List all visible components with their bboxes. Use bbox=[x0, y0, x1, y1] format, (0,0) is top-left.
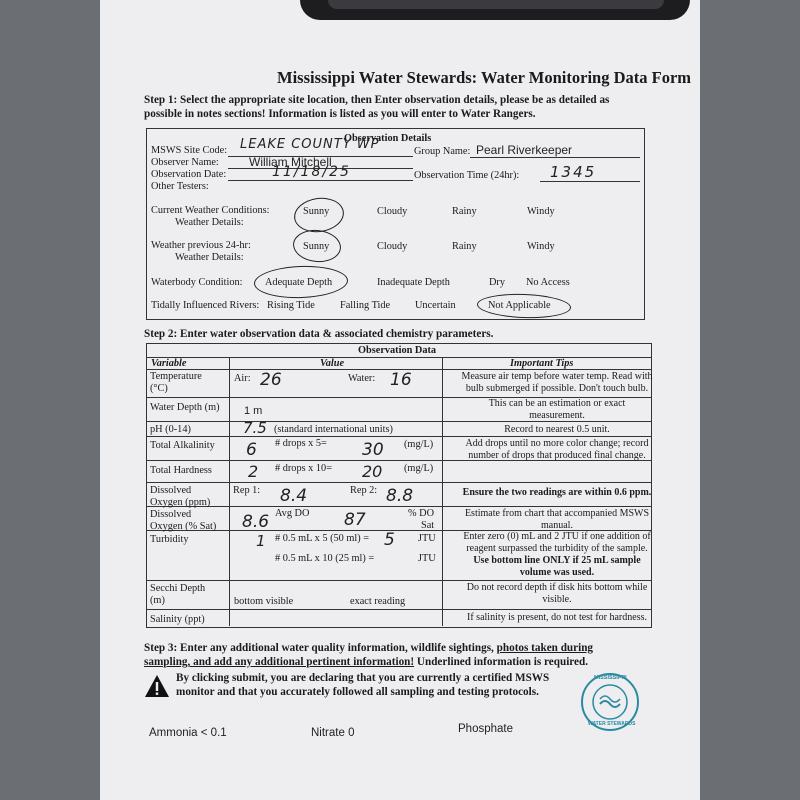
time-label: Observation Time (24hr): bbox=[414, 170, 520, 181]
turbidity-result1[interactable]: 5 bbox=[384, 530, 395, 550]
weather-option-sunny[interactable]: Sunny bbox=[303, 206, 330, 217]
ph-units: (standard international units) bbox=[274, 424, 393, 435]
col-value: Value bbox=[320, 358, 345, 369]
weather-details-label: Weather Details: bbox=[175, 217, 244, 228]
waterbody-label: Waterbody Condition: bbox=[151, 277, 243, 288]
alkalinity-label: Total Alkalinity bbox=[150, 440, 215, 451]
warning-line1: By clicking submit, you are declaring that you are currently a certified MSWS bbox=[176, 672, 550, 684]
step2-heading: Step 2: Enter water observation data & associated chemistry parameters. bbox=[144, 328, 494, 340]
tidal-option-rising[interactable]: Rising Tide bbox=[267, 300, 315, 311]
water-temp-value[interactable]: 16 bbox=[390, 370, 412, 390]
rep2-label: Rep 2: bbox=[350, 485, 378, 496]
hardness-label: Total Hardness bbox=[150, 465, 212, 476]
waterbody-option-inadequate[interactable]: Inadequate Depth bbox=[377, 277, 450, 288]
air-label: Air: bbox=[234, 373, 251, 384]
water-label: Water: bbox=[348, 373, 376, 384]
turbidity-units2: JTU bbox=[418, 553, 436, 564]
secchi-bottom-visible[interactable]: bottom visible bbox=[234, 596, 294, 607]
do-sat-label1: Dissolved bbox=[150, 509, 192, 520]
secchi-label2: (m) bbox=[150, 595, 165, 606]
waterbody-option-adequate[interactable]: Adequate Depth bbox=[265, 277, 333, 288]
tidal-option-falling[interactable]: Falling Tide bbox=[340, 300, 391, 311]
depth-value[interactable]: 1 m bbox=[244, 405, 263, 417]
tidal-option-uncertain[interactable]: Uncertain bbox=[415, 300, 456, 311]
weather-prev-details-label: Weather Details: bbox=[175, 252, 244, 263]
do-ppm-label2: Oxygen (ppm) bbox=[150, 497, 211, 508]
weather-option-rainy[interactable]: Rainy bbox=[452, 206, 477, 217]
observation-details-header: Observation Details bbox=[344, 133, 432, 144]
ph-label: pH (0-14) bbox=[150, 424, 191, 435]
do-sat-result[interactable]: 87 bbox=[344, 510, 366, 530]
time-value[interactable]: 1345 bbox=[550, 163, 597, 181]
date-label: Observation Date: bbox=[151, 169, 227, 180]
ph-tip: Record to nearest 0.5 unit. bbox=[504, 424, 610, 435]
warning-icon bbox=[144, 674, 170, 703]
step3-line2: sampling, and add any additional pertinent information! Underlined information is required. bbox=[144, 656, 589, 668]
ph-value[interactable]: 7.5 bbox=[243, 419, 267, 437]
temperature-label: Temperature bbox=[150, 371, 202, 382]
weather-prev-option-sunny[interactable]: Sunny bbox=[303, 241, 330, 252]
depth-tip: This can be an estimation or exact measurement. bbox=[488, 398, 626, 421]
group-name-value[interactable]: Pearl Riverkeeper bbox=[476, 143, 573, 157]
weather-option-cloudy[interactable]: Cloudy bbox=[377, 206, 408, 217]
observation-data-header: Observation Data bbox=[358, 345, 437, 356]
turbidity-formula2: # 0.5 mL x 10 (25 ml) = bbox=[275, 553, 375, 564]
warning-line2: monitor and that you accurately followed all sampling and testing protocols. bbox=[176, 686, 539, 698]
temperature-unit: (°C) bbox=[150, 383, 168, 394]
alkalinity-drops[interactable]: 6 bbox=[246, 440, 257, 460]
tidal-option-not-applicable[interactable]: Not Applicable bbox=[488, 300, 551, 311]
logo-top-text: MISSISSIPPI bbox=[594, 675, 627, 681]
waterbody-option-no-access[interactable]: No Access bbox=[526, 277, 570, 288]
alkalinity-tip: Add drops until no more color change; record number of drops that produced final change. bbox=[465, 438, 649, 461]
logo-bottom-text: WATER STEWARDS bbox=[588, 721, 636, 727]
salinity-tip: If salinity is present, do not test for hardness. bbox=[467, 612, 647, 623]
rep1-label: Rep 1: bbox=[233, 485, 261, 496]
date-value[interactable]: 11/18/25 bbox=[272, 164, 351, 180]
weather-prev-option-rainy[interactable]: Rainy bbox=[452, 241, 477, 252]
turbidity-tip: Enter zero (0) mL and 2 JTU if one addition of reagent surpassed the turbidity of the sample. Use bottom line ONLY if 25 mL sample volume was used. bbox=[463, 531, 651, 578]
weather-prev-label: Weather previous 24-hr: bbox=[151, 240, 251, 251]
turbidity-value1[interactable]: 1 bbox=[256, 532, 266, 550]
col-tips: Important Tips bbox=[510, 358, 574, 369]
other-testers-label: Other Testers: bbox=[151, 181, 209, 192]
weather-prev-option-windy[interactable]: Windy bbox=[527, 241, 555, 252]
hardness-drops[interactable]: 2 bbox=[248, 462, 259, 481]
weather-option-windy[interactable]: Windy bbox=[527, 206, 555, 217]
clipboard-clip-inner bbox=[328, 0, 664, 9]
weather-label: Current Weather Conditions: bbox=[151, 205, 270, 216]
alkalinity-result[interactable]: 30 bbox=[362, 440, 384, 460]
step3-line1: Step 3: Enter any additional water quality information, wildlife sightings, photos taken during bbox=[144, 642, 594, 654]
alkalinity-units: (mg/L) bbox=[404, 439, 434, 450]
ammonia-note[interactable]: Ammonia < 0.1 bbox=[149, 727, 227, 739]
phosphate-note[interactable]: Phosphate bbox=[458, 723, 513, 735]
turbidity-formula1: # 0.5 mL x 5 (50 ml) = bbox=[275, 533, 370, 544]
avg-do-value[interactable]: 8.6 bbox=[242, 512, 270, 532]
temperature-tip: Measure air temp before water temp. Read with bulb submerged if possible. Don't touch bulb. bbox=[461, 371, 653, 394]
rep2-value[interactable]: 8.8 bbox=[386, 486, 414, 506]
do-ppm-label1: Dissolved bbox=[150, 485, 192, 496]
form-paper bbox=[100, 0, 700, 800]
rep1-value[interactable]: 8.4 bbox=[280, 486, 308, 506]
turbidity-label: Turbidity bbox=[150, 534, 189, 545]
site-code-label: MSWS Site Code: bbox=[151, 145, 228, 156]
hardness-result[interactable]: 20 bbox=[362, 462, 383, 481]
waterbody-option-dry[interactable]: Dry bbox=[489, 277, 506, 288]
depth-label: Water Depth (m) bbox=[150, 402, 220, 413]
step1-line2: possible in notes sections! Information is listed as you will enter to Water Rangers. bbox=[144, 108, 536, 120]
turbidity-units1: JTU bbox=[418, 533, 436, 544]
avg-do-label: Avg DO bbox=[275, 508, 310, 519]
group-name-label: Group Name: bbox=[414, 146, 471, 157]
col-variable: Variable bbox=[151, 358, 187, 369]
site-code-value[interactable]: LEAKE COUNTY WP bbox=[240, 137, 380, 152]
alkalinity-formula: # drops x 5= bbox=[275, 438, 327, 449]
salinity-label: Salinity (ppt) bbox=[150, 614, 205, 625]
observer-value[interactable]: William Mitchell bbox=[249, 155, 332, 169]
step1-line1: Step 1: Select the appropriate site location, then Enter observation details, please be as detailed as bbox=[144, 94, 610, 106]
observer-label: Observer Name: bbox=[151, 157, 219, 168]
do-ppm-tip: Ensure the two readings are within 0.6 ppm. bbox=[462, 487, 652, 498]
tidal-label: Tidally Influenced Rivers: bbox=[151, 300, 260, 311]
msws-logo bbox=[580, 672, 640, 732]
form-title: Mississippi Water Stewards: Water Monitoring Data Form bbox=[277, 68, 692, 87]
secchi-exact-reading[interactable]: exact reading bbox=[350, 596, 406, 607]
hardness-units: (mg/L) bbox=[404, 463, 434, 474]
do-sat-units1: % DO bbox=[408, 508, 435, 519]
do-sat-label2: Oxygen (% Sat) bbox=[150, 521, 217, 532]
hardness-formula: # drops x 10= bbox=[275, 463, 333, 474]
do-sat-units2: Sat bbox=[421, 520, 435, 531]
weather-prev-option-cloudy[interactable]: Cloudy bbox=[377, 241, 408, 252]
secchi-label1: Secchi Depth bbox=[150, 583, 206, 594]
nitrate-note[interactable]: Nitrate 0 bbox=[311, 727, 355, 739]
secchi-tip: Do not record depth if disk hits bottom while visible. bbox=[466, 582, 648, 605]
do-sat-tip: Estimate from chart that accompanied MSWS manual. bbox=[464, 508, 650, 531]
air-temp-value[interactable]: 26 bbox=[260, 370, 282, 390]
